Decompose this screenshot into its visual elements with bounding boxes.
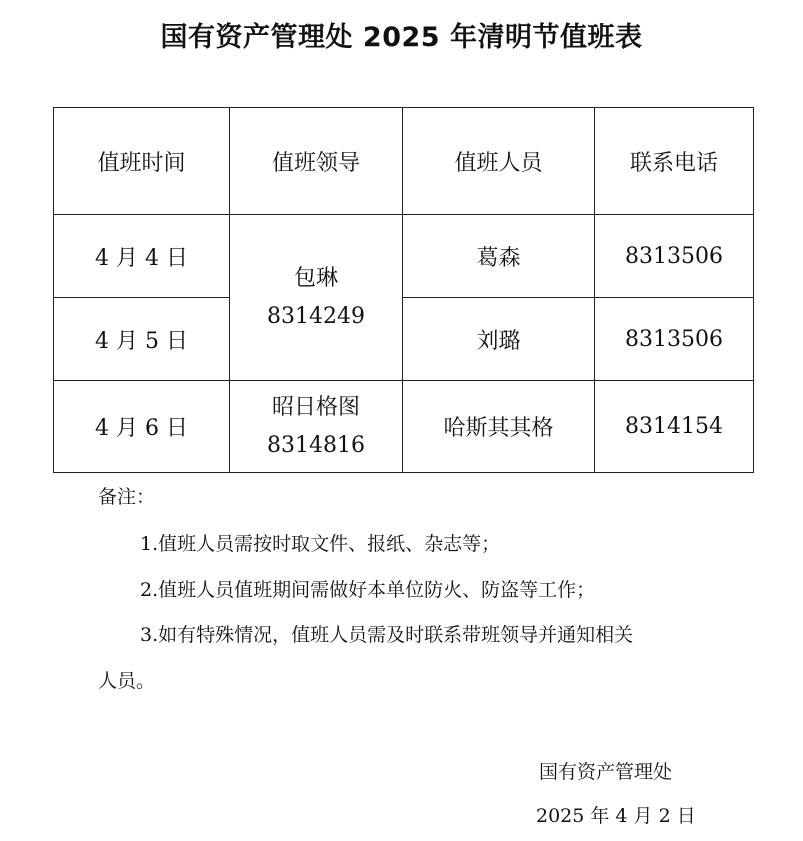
duty-date-cell: 4 月 4 日 bbox=[54, 215, 230, 298]
note-continuation: 人员。 bbox=[98, 670, 156, 692]
header-duty-time: 值班时间 bbox=[54, 108, 230, 215]
leader-phone: 8314249 bbox=[267, 303, 365, 329]
leader-name: 昭日格图 bbox=[271, 394, 360, 420]
header-contact-phone: 联系电话 bbox=[595, 108, 754, 215]
table-row bbox=[54, 381, 754, 473]
note-item: 1.值班人员需按时取文件、报纸、杂志等； bbox=[140, 533, 501, 555]
table-header-row bbox=[54, 108, 754, 215]
signature-date: 2025 年 4 月 2 日 bbox=[536, 805, 696, 827]
notes-heading: 备注： bbox=[98, 486, 156, 508]
leader-cell bbox=[230, 381, 403, 473]
duty-staff-cell: 哈斯其其格 bbox=[403, 381, 595, 473]
signature-org: 国有资产管理处 bbox=[539, 761, 673, 783]
header-duty-leader: 值班领导 bbox=[230, 108, 403, 215]
leader-cell bbox=[230, 215, 403, 381]
note-item: 2.值班人员值班期间需做好本单位防火、防盗等工作； bbox=[140, 579, 596, 601]
header-duty-staff: 值班人员 bbox=[403, 108, 595, 215]
duty-table bbox=[53, 107, 754, 473]
contact-phone-cell: 8314154 bbox=[595, 381, 754, 473]
leader-phone: 8314816 bbox=[267, 432, 365, 458]
table-row bbox=[54, 298, 754, 381]
table-row bbox=[54, 215, 754, 298]
duty-date-cell: 4 月 5 日 bbox=[54, 298, 230, 381]
duty-date-cell: 4 月 6 日 bbox=[54, 381, 230, 473]
duty-staff-cell: 刘璐 bbox=[403, 298, 595, 381]
leader-name: 包琳 bbox=[293, 265, 338, 291]
contact-phone-cell: 8313506 bbox=[595, 215, 754, 298]
contact-phone-cell: 8313506 bbox=[595, 298, 754, 381]
document-title: 国有资产管理处 2025 年清明节值班表 bbox=[160, 22, 643, 53]
duty-staff-cell: 葛森 bbox=[403, 215, 595, 298]
note-item: 3.如有特殊情况，值班人员需及时联系带班领导并通知相关 bbox=[140, 624, 634, 646]
